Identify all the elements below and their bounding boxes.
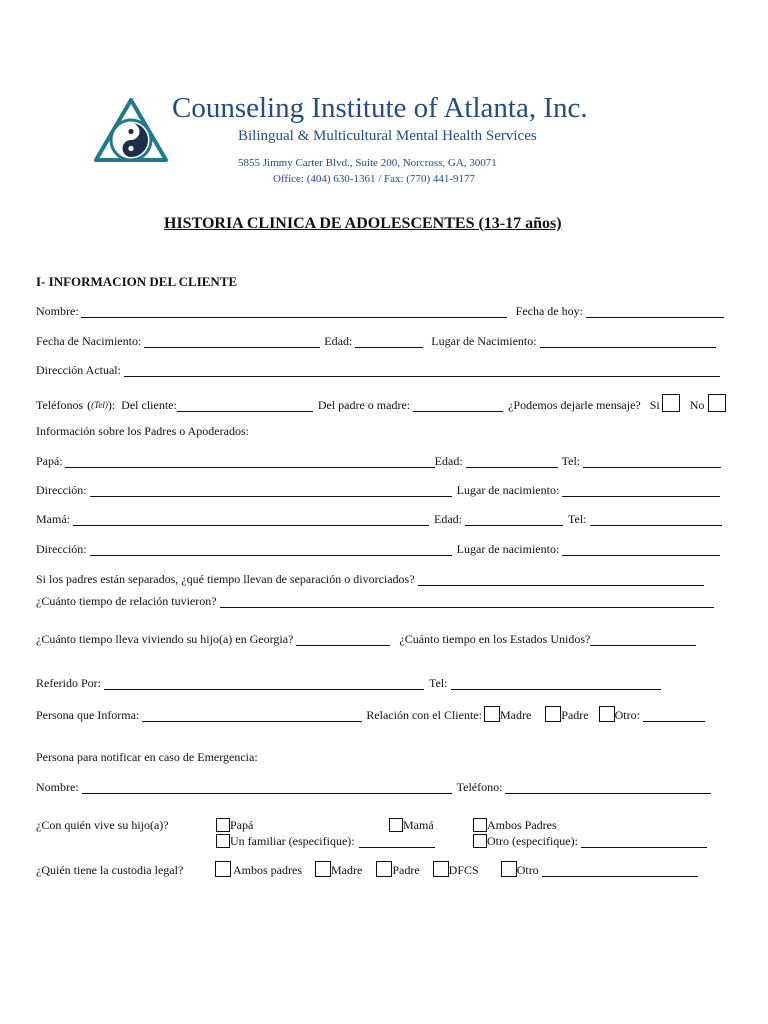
custodia-dfcs-checkbox[interactable] bbox=[433, 861, 449, 877]
row-persona-informa bbox=[36, 706, 705, 722]
label-opt-otro-esp: Otro (especifique): bbox=[487, 834, 578, 848]
emergencia-telefono-field[interactable] bbox=[505, 782, 711, 794]
label-mama-lugar: Lugar de nacimiento: bbox=[456, 542, 560, 556]
label-emergencia-telefono: Teléfono: bbox=[456, 780, 503, 794]
papa-edad-field[interactable] bbox=[466, 456, 558, 468]
label-relacion-padre: Padre bbox=[561, 708, 589, 722]
persona-informa-field[interactable] bbox=[142, 710, 362, 722]
row-papa-direccion bbox=[36, 483, 720, 497]
papa-direccion-field[interactable] bbox=[90, 485, 452, 497]
label-papa-direccion: Dirección: bbox=[36, 483, 87, 497]
label-mama: Mamá: bbox=[36, 512, 70, 526]
mama-lugar-field[interactable] bbox=[562, 544, 720, 556]
separados-field[interactable] bbox=[418, 574, 704, 586]
row-relacion-tiempo bbox=[36, 594, 714, 608]
label-tel-small: (Tel) bbox=[91, 400, 108, 410]
lugar-nacimiento-field[interactable] bbox=[540, 336, 716, 348]
tel-padre-madre-field[interactable] bbox=[413, 400, 503, 412]
info-padres-heading: Información sobre los Padres o Apoderados: bbox=[36, 424, 249, 438]
label-del-padre-madre: Del padre o madre: bbox=[317, 398, 411, 412]
opt-familiar bbox=[216, 834, 435, 848]
vive-papa-checkbox[interactable] bbox=[216, 818, 230, 832]
fecha-nacimiento-field[interactable] bbox=[144, 336, 320, 348]
papa-lugar-field[interactable] bbox=[562, 485, 720, 497]
label-opt-papa: Papá bbox=[230, 818, 254, 832]
emergencia-heading: Persona para notificar en caso de Emergencia: bbox=[36, 750, 258, 764]
label-podemos-mensaje: ¿Podemos dejarle mensaje? bbox=[508, 398, 641, 412]
label-telefonos: Teléfonos bbox=[36, 398, 84, 412]
label-fecha-nacimiento: Fecha de Nacimiento: bbox=[36, 334, 142, 348]
label-persona-informa: Persona que Informa: bbox=[36, 708, 140, 722]
label-mama-direccion: Dirección: bbox=[36, 542, 87, 556]
label-referido: Referido Por: bbox=[36, 676, 101, 690]
custodia-ambos-checkbox[interactable] bbox=[215, 861, 231, 877]
yin-yang-logo-icon bbox=[92, 96, 170, 166]
mama-edad-field[interactable] bbox=[465, 514, 563, 526]
row-georgia bbox=[36, 632, 696, 646]
row-nombre bbox=[36, 304, 724, 318]
relacion-tiempo-field[interactable] bbox=[220, 596, 714, 608]
custodia-madre-checkbox[interactable] bbox=[315, 861, 331, 877]
label-con-quien: ¿Con quién vive su hijo(a)? bbox=[36, 818, 169, 832]
label-custodia-dfcs: DFCS bbox=[448, 863, 479, 877]
label-mama-tel: Tel: bbox=[568, 512, 587, 526]
vive-mama-checkbox[interactable] bbox=[389, 818, 403, 832]
vive-otro-checkbox[interactable] bbox=[473, 834, 487, 848]
label-opt-mama: Mamá bbox=[403, 818, 434, 832]
opt-ambos bbox=[473, 818, 557, 832]
label-separados: Si los padres están separados, ¿qué tiempo llevan de separación o divorciados? bbox=[36, 572, 415, 586]
label-fecha-hoy: Fecha de hoy: bbox=[515, 304, 583, 318]
org-name: Counseling Institute of Atlanta, Inc. bbox=[172, 92, 588, 124]
label-edad: Edad: bbox=[324, 334, 353, 348]
label-eeuu: ¿Cuánto tiempo en los Estados Unidos? bbox=[399, 632, 591, 646]
vive-ambos-checkbox[interactable] bbox=[473, 818, 487, 832]
vive-familiar-checkbox[interactable] bbox=[216, 834, 230, 848]
label-referido-tel: Tel: bbox=[429, 676, 448, 690]
custodia-options bbox=[215, 861, 698, 877]
row-referido bbox=[36, 676, 661, 690]
form-title: HISTORIA CLINICA DE ADOLESCENTES (13-17 años) bbox=[164, 215, 562, 232]
row-telefonos: Teléfonos ( (Tel) ): Del cliente: Del padre o madre: ¿Podemos dejarle mensaje? Si No bbox=[36, 394, 726, 412]
label-nombre: Nombre: bbox=[36, 304, 79, 318]
mama-tel-field[interactable] bbox=[590, 514, 722, 526]
custodia-otro-checkbox[interactable] bbox=[501, 861, 517, 877]
emergencia-nombre-field[interactable] bbox=[82, 782, 452, 794]
eeuu-field[interactable] bbox=[590, 634, 696, 646]
mensaje-no-checkbox[interactable] bbox=[708, 394, 726, 412]
opt-mama bbox=[389, 818, 434, 832]
label-papa-edad: Edad: bbox=[434, 454, 463, 468]
label-custodia: ¿Quién tiene la custodia legal? bbox=[36, 863, 184, 877]
relacion-otro-checkbox[interactable] bbox=[599, 706, 615, 722]
row-mama-direccion bbox=[36, 542, 720, 556]
label-emergencia-nombre: Nombre: bbox=[36, 780, 79, 794]
label-papa-lugar: Lugar de nacimiento: bbox=[456, 483, 560, 497]
relacion-madre-checkbox[interactable] bbox=[484, 706, 500, 722]
label-relacion-madre: Madre bbox=[499, 708, 532, 722]
label-relacion-otro: Otro: bbox=[614, 708, 640, 722]
mensaje-si-checkbox[interactable] bbox=[662, 394, 680, 412]
label-direccion-actual: Dirección Actual: bbox=[36, 363, 121, 377]
row-papa bbox=[36, 454, 721, 468]
label-no: No bbox=[689, 398, 705, 412]
label-custodia-madre: Madre bbox=[331, 863, 363, 877]
label-custodia-padre: Padre bbox=[392, 863, 420, 877]
row-separados bbox=[36, 572, 704, 586]
label-del-cliente: Del cliente: bbox=[121, 398, 177, 412]
familiar-especifique-field[interactable] bbox=[359, 836, 435, 848]
row-mama bbox=[36, 512, 722, 526]
mama-nombre-field[interactable] bbox=[73, 514, 429, 526]
custodia-otro-field[interactable] bbox=[542, 865, 698, 877]
org-address: 5855 Jimmy Carter Blvd., Suite 200, Norcross, GA, 30071 bbox=[238, 157, 497, 169]
label-relacion-tiempo: ¿Cuánto tiempo de relación tuvieron? bbox=[36, 594, 217, 608]
mama-direccion-field[interactable] bbox=[90, 544, 452, 556]
label-relacion-cliente: Relación con el Cliente: bbox=[366, 708, 482, 722]
label-custodia-otro: Otro bbox=[516, 863, 539, 877]
section-heading: I- INFORMACION DEL CLIENTE bbox=[36, 274, 238, 289]
label-papa: Papá: bbox=[36, 454, 63, 468]
org-subtitle: Bilingual & Multicultural Mental Health Services bbox=[238, 128, 537, 144]
label-custodia-ambos: Ambos padres bbox=[233, 863, 302, 877]
georgia-field[interactable] bbox=[296, 634, 390, 646]
direccion-actual-field[interactable] bbox=[124, 365, 720, 377]
relacion-otro-field[interactable] bbox=[643, 710, 705, 722]
label-si: Si bbox=[649, 398, 660, 412]
label-papa-tel: Tel: bbox=[561, 454, 581, 468]
label-georgia: ¿Cuánto tiempo lleva viviendo su hijo(a) en Georgia? bbox=[36, 632, 294, 646]
otro-especifique-field[interactable] bbox=[581, 836, 707, 848]
row-emergencia bbox=[36, 780, 711, 794]
row-fecha-nacimiento bbox=[36, 334, 716, 348]
relacion-padre-checkbox[interactable] bbox=[545, 706, 561, 722]
fecha-hoy-field[interactable] bbox=[586, 306, 724, 318]
papa-nombre-field[interactable] bbox=[65, 456, 435, 468]
referido-field[interactable] bbox=[104, 678, 424, 690]
custodia-padre-checkbox[interactable] bbox=[376, 861, 392, 877]
org-phones: Office: (404) 630-1361 / Fax: (770) 441-9177 bbox=[273, 173, 476, 185]
opt-otro-especifique bbox=[473, 834, 707, 848]
edad-field[interactable] bbox=[355, 336, 423, 348]
label-opt-familiar: Un familiar (especifique): bbox=[230, 834, 355, 848]
nombre-field[interactable] bbox=[81, 306, 507, 318]
referido-tel-field[interactable] bbox=[451, 678, 661, 690]
opt-papa bbox=[216, 818, 253, 832]
label-lugar-nacimiento: Lugar de Nacimiento: bbox=[431, 334, 537, 348]
label-mama-edad: Edad: bbox=[434, 512, 462, 526]
row-direccion-actual bbox=[36, 363, 720, 377]
label-opt-ambos: Ambos Padres bbox=[487, 818, 557, 832]
tel-cliente-field[interactable] bbox=[177, 400, 313, 412]
papa-tel-field[interactable] bbox=[583, 456, 721, 468]
